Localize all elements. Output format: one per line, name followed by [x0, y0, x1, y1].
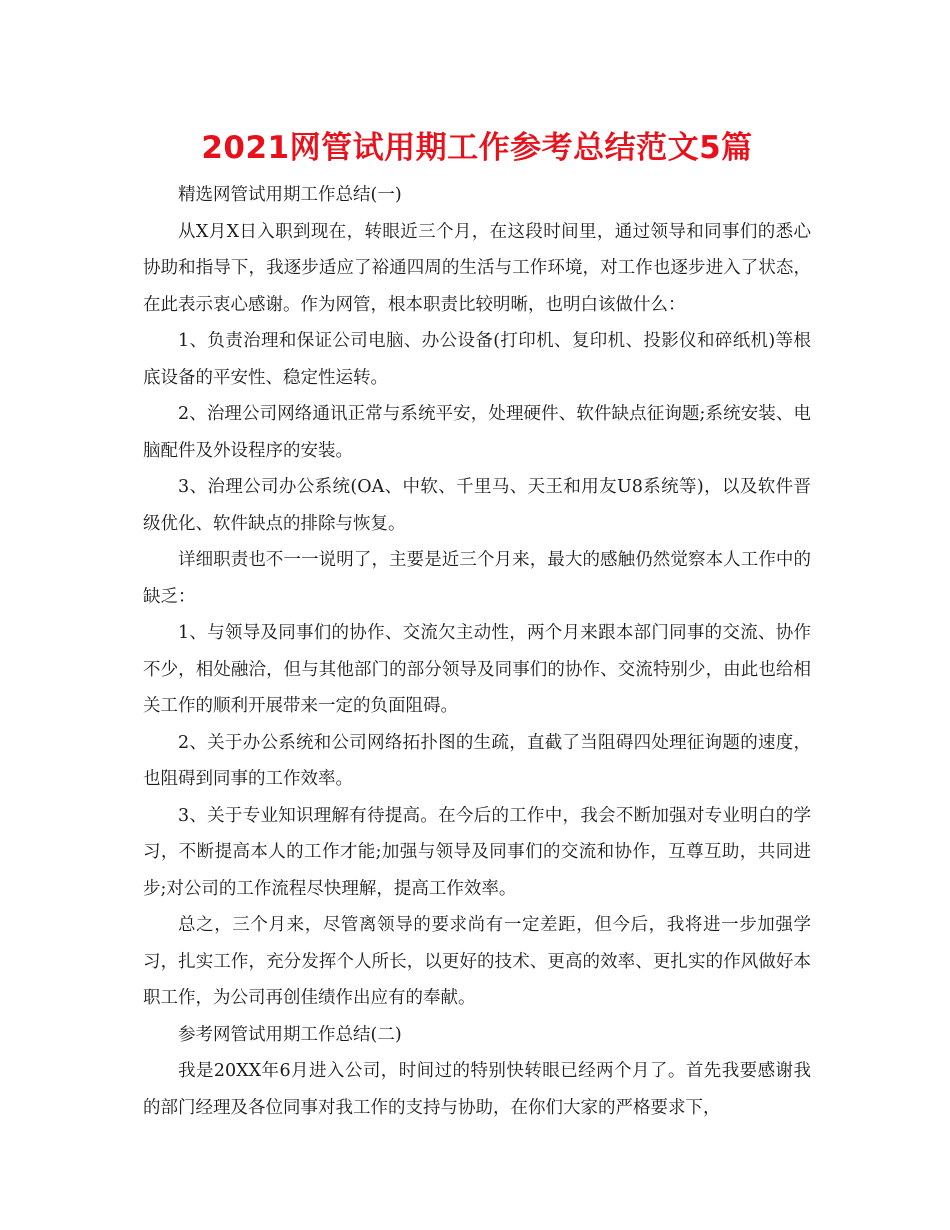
paragraph: 3、关于专业知识理解有待提高。在今后的工作中，我会不断加强对专业明白的学习，不断提高本人的工作才能;加强与领导及同事们的交流和协作，互尊互助，共同进步;对公司的工作流程尽快理解，提高工作效率。 [143, 805, 811, 899]
paragraph: 总之，三个月来，尽管离领导的要求尚有一定差距，但今后，我将进一步加强学习，扎实工作，充分发挥个人所长，以更好的技术、更高的效率、更扎实的作风做好本职工作，为公司再创佳绩作出应有的奉献。 [143, 915, 811, 1008]
paragraph: 从X月X日入职到现在，转眼近三个月，在这段时间里，通过领导和同事们的悉心协助和指导下，我逐步适应了裕通四周的生活与工作环境，对工作也逐步进入了状态，在此表示衷心感谢。作为网管，根本职责比较明晰，也明白该做什么： [143, 221, 811, 315]
document-title: 2021网管试用期工作参考总结范文5篇 [201, 130, 753, 166]
paragraph: 1、与领导及同事们的协作、交流欠主动性，两个月来跟本部门同事的交流、协作不少，相处融洽，但与其他部门的部分领导及同事们的协作、交流特别少，由此也给相关工作的顺利开展带来一定的负面阻碍。 [143, 623, 811, 716]
paragraph: 详细职责也不一一说明了，主要是近三个月来，最大的感触仍然觉察本人工作中的缺乏： [143, 550, 811, 607]
section-heading-2: 参考网管试用期工作总结(二) [178, 1024, 402, 1045]
paragraph: 2、治理公司网络通讯正常与系统平安，处理硬件、软件缺点征询题;系统安装、电脑配件及外设程序的安装。 [143, 404, 811, 461]
paragraph: 2、关于办公系统和公司网络拓扑图的生疏，直截了当阻碍四处理征询题的速度，也阻碍到同事的工作效率。 [143, 732, 811, 789]
paragraph: 我是20XX年6月进入公司，时间过的特别快转眼已经两个月了。首先我要感谢我的部门经理及各位同事对我工作的支持与协助，在你们大家的严格要求下， [143, 1061, 811, 1118]
section-heading-1: 精选网管试用期工作总结(一) [178, 185, 402, 205]
document-body [143, 128, 811, 1126]
paragraph: 3、治理公司办公系统(OA、中软、千里马、天王和用友U8系统等)，以及软件晋级优化、软件缺点的排除与恢复。 [143, 477, 811, 534]
paragraph: 1、负责治理和保证公司电脑、办公设备(打印机、复印机、投影仪和碎纸机)等根底设备的平安性、稳定性运转。 [143, 331, 811, 388]
